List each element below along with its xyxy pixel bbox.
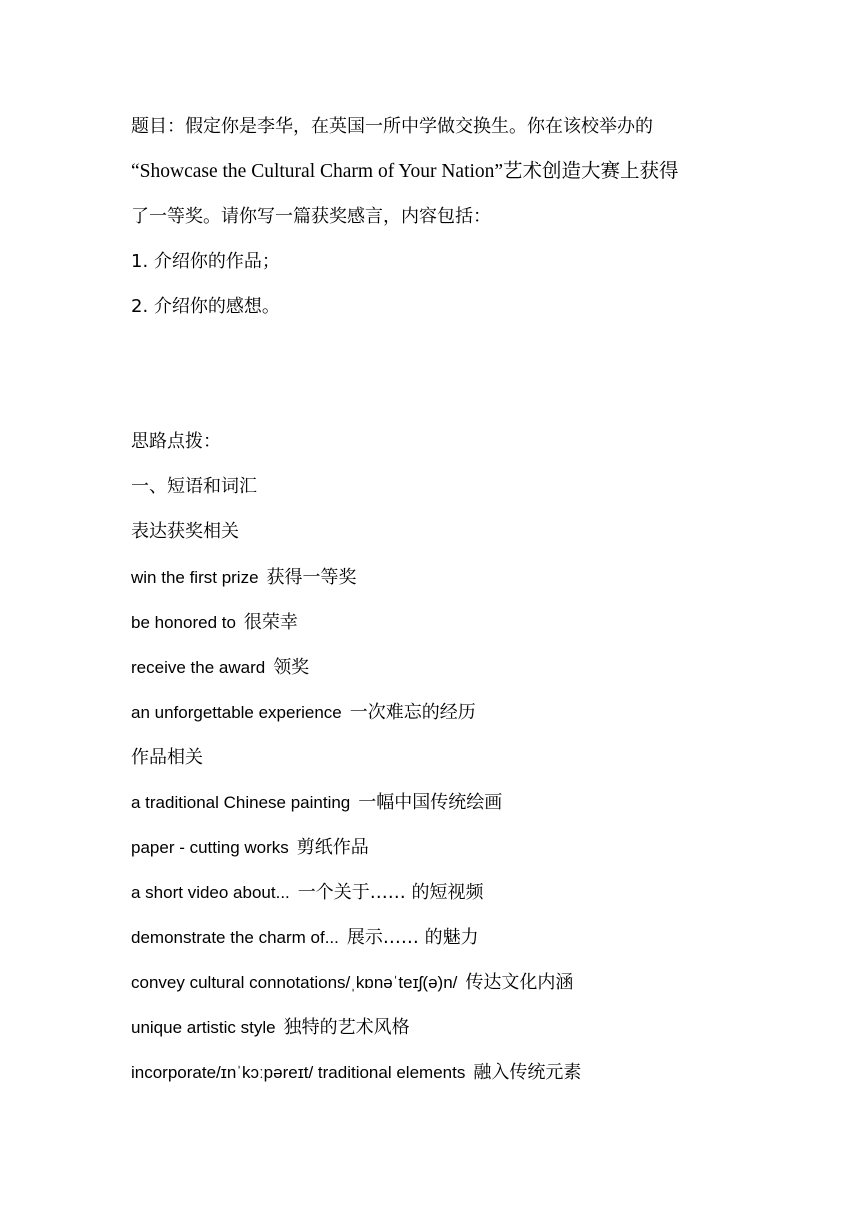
phrase-line: [131, 971, 573, 995]
phrase-cn: 一幅中国传统绘画: [358, 792, 503, 813]
subheading-award: 表达获奖相关: [131, 521, 239, 542]
phrase-line: [131, 656, 309, 680]
phrase-line: [131, 1061, 581, 1085]
phrase-cn: 领奖: [273, 657, 310, 678]
phrase-cn: 一次难忘的经历: [349, 702, 476, 723]
phrase-line: [131, 566, 357, 590]
section-heading: 一、短语和词汇: [131, 476, 257, 497]
phrase-en: paper - cutting works: [131, 838, 289, 857]
phrase-en: convey cultural connotations/ˌkɒnəˈteɪʃ(ə)n/: [131, 973, 458, 992]
phrase-line: [131, 836, 369, 860]
phrase-line: [131, 881, 484, 905]
task-line-3: 了一等奖。请你写一篇获奖感言，内容包括：: [131, 206, 491, 227]
phrase-line: [131, 611, 298, 635]
phrase-en: be honored to: [131, 613, 236, 632]
phrase-cn: 一个关于…… 的短视频: [297, 882, 484, 903]
phrase-en: an unforgettable experience: [131, 703, 342, 722]
phrase-cn: 获得一等奖: [266, 567, 357, 588]
task-line-2: “Showcase the Cultural Charm of Your Nation”艺术创造大赛上获得: [131, 161, 679, 182]
task-point-2: 2. 介绍你的感想。: [131, 296, 280, 317]
subheading-work: 作品相关: [131, 747, 203, 768]
phrase-en: receive the award: [131, 658, 266, 677]
phrase-en: a short video about...: [131, 883, 290, 902]
phrase-cn: 融入传统元素: [473, 1062, 582, 1083]
task-line-1: 题目：假定你是李华，在英国一所中学做交换生。你在该校举办的: [131, 116, 653, 137]
phrase-en: unique artistic style: [131, 1018, 276, 1037]
phrase-en: win the first prize: [131, 568, 259, 587]
phrase-cn: 很荣幸: [243, 612, 298, 633]
phrase-en: incorporate/ɪnˈkɔːpəreɪt/ traditional elements: [131, 1063, 466, 1082]
phrase-line: [131, 791, 502, 815]
phrase-cn: 传达文化内涵: [465, 972, 574, 993]
phrase-cn: 展示…… 的魅力: [346, 927, 479, 948]
phrase-line: [131, 926, 479, 950]
phrase-en: a traditional Chinese painting: [131, 793, 351, 812]
phrase-en: demonstrate the charm of...: [131, 928, 339, 947]
guide-heading: 思路点拨：: [131, 431, 221, 452]
phrase-cn: 独特的艺术风格: [283, 1017, 410, 1038]
phrase-line: [131, 701, 476, 725]
task-point-1: 1. 介绍你的作品；: [131, 251, 280, 272]
phrase-line: [131, 1016, 410, 1040]
phrase-cn: 剪纸作品: [296, 837, 369, 858]
